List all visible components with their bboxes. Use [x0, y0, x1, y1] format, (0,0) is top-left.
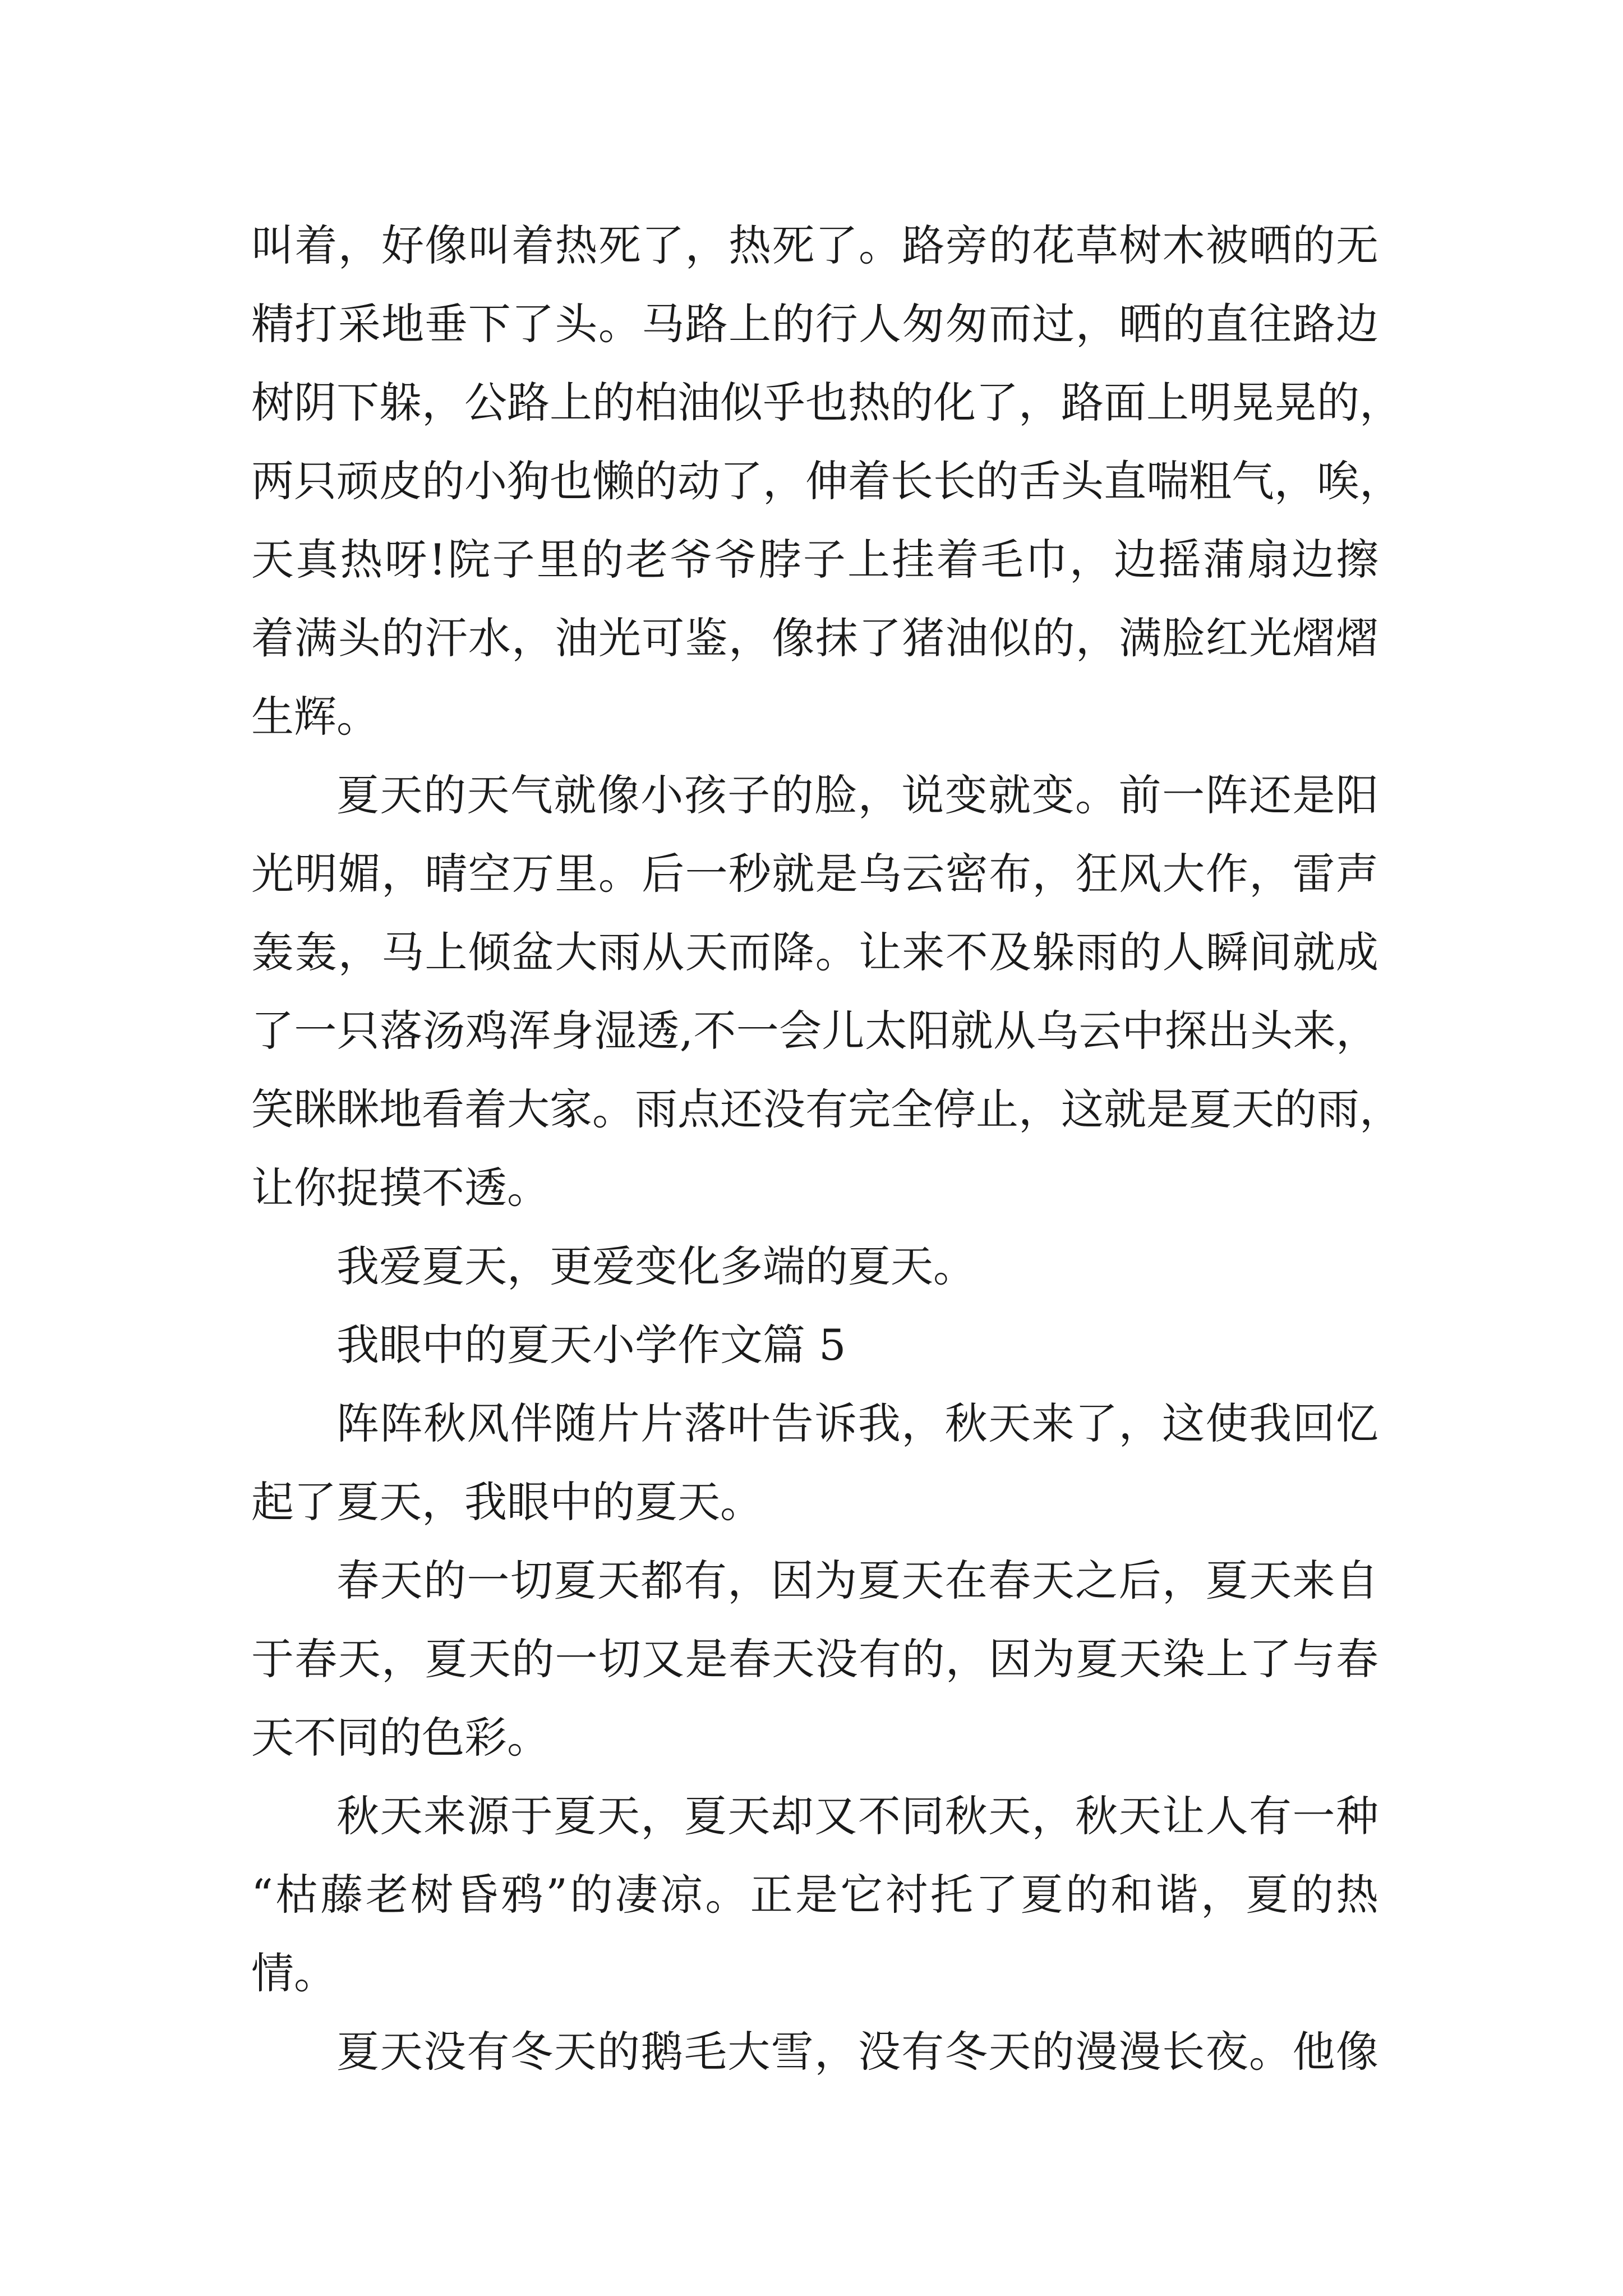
- text-line: 起了夏天，我眼中的夏天。: [251, 1477, 763, 1527]
- text-line: 于春天，夏天的一切又是春天没有的，因为夏天染上了与春: [251, 1634, 1378, 1684]
- text-line: 夏天没有冬天的鹅毛大雪，没有冬天的漫漫长夜。他像: [336, 2027, 1378, 2077]
- text-line: 生辉。: [251, 692, 379, 742]
- text-line: 树阴下躲，公路上的柏油似乎也热的化了，路面上明晃晃的，: [251, 378, 1402, 427]
- text-line: 我爱夏天，更爱变化多端的夏天。: [336, 1241, 976, 1291]
- heading-line: 我眼中的夏天小学作文篇 5: [336, 1320, 846, 1370]
- text-line: 了一只落汤鸡浑身湿透,不一会儿太阳就从乌云中探出头来，: [251, 1006, 1378, 1056]
- text-line: 阵阵秋风伴随片片落叶告诉我，秋天来了，这使我回忆: [336, 1398, 1378, 1448]
- text-line: 精打采地垂下了头。马路上的行人匆匆而过，晒的直往路边: [251, 299, 1378, 349]
- paragraph-2: [251, 756, 1402, 1227]
- paragraph-5: [251, 1384, 1378, 1542]
- text-line: 光明媚，晴空万里。后一秒就是乌云密布，狂风大作，雷声: [251, 849, 1378, 899]
- text-line: 让你捉摸不透。: [251, 1163, 550, 1213]
- paragraph-1: [251, 206, 1402, 756]
- text-line: 天真热呀!院子里的老爷爷脖子上挂着毛巾，边摇蒲扇边擦: [251, 535, 1378, 585]
- text-line: 叫着，好像叫着热死了，热死了。路旁的花草树木被晒的无: [251, 220, 1378, 270]
- text-line: 秋天来源于夏天，夏天却又不同秋天，秋天让人有一种: [336, 1791, 1378, 1841]
- text-line: 情。: [251, 1948, 336, 1998]
- text-line: 轰轰，马上倾盆大雨从天而降。让来不及躲雨的人瞬间就成: [251, 927, 1378, 977]
- section-heading: [251, 1306, 1378, 1384]
- text-line: 两只顽皮的小狗也懒的动了，伸着长长的舌头直喘粗气，唉，: [251, 456, 1402, 506]
- paragraph-7: [251, 1777, 1378, 2013]
- text-line: 着满头的汗水，油光可鉴，像抹了猪油似的，满脸红光熠熠: [251, 613, 1378, 663]
- text-line: 笑眯眯地看着大家。雨点还没有完全停止，这就是夏天的雨，: [251, 1084, 1402, 1134]
- text-line: 夏天的天气就像小孩子的脸，说变就变。前一阵还是阳: [336, 770, 1378, 820]
- essay-body: [251, 206, 1402, 2091]
- paragraph-8: [251, 2013, 1378, 2091]
- text-line: 春天的一切夏天都有，因为夏天在春天之后，夏天来自: [336, 1556, 1378, 1605]
- text-line: 天不同的色彩。: [251, 1713, 550, 1763]
- text-line: “枯藤老树昏鸦”的凄凉。正是它衬托了夏的和谐，夏的热: [251, 1870, 1378, 1920]
- paragraph-3: [251, 1227, 1378, 1306]
- paragraph-6: [251, 1542, 1378, 1777]
